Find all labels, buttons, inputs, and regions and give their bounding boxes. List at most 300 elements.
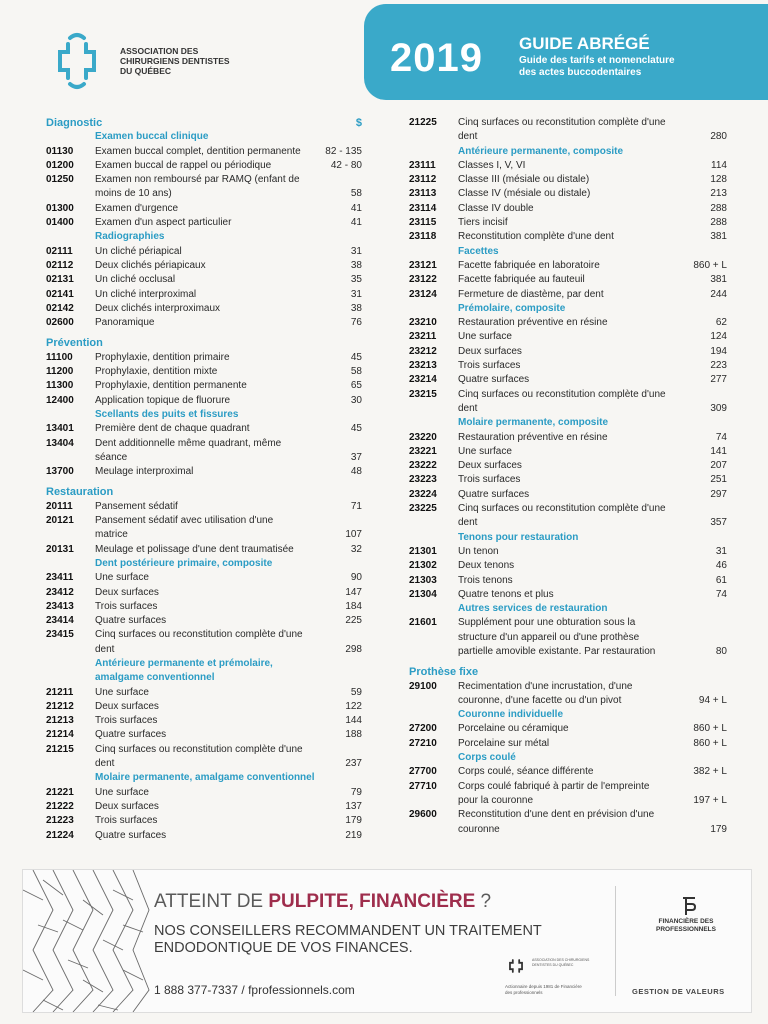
ad-divider [615, 886, 616, 996]
subsection-heading: Couronne individuelle [458, 709, 564, 721]
procedure-code: 23220 [409, 431, 437, 443]
procedure-description: Trois surfaces [95, 715, 158, 727]
fee-row [409, 588, 727, 602]
procedure-code: 21225 [409, 117, 437, 128]
fp-name-line1: FINANCIÈRE DES [658, 918, 714, 925]
procedure-code: 11200 [46, 366, 74, 378]
section-title: Restauration [46, 486, 114, 499]
procedure-description: Meulage interproximal [95, 466, 194, 478]
procedure-fee: 144 [345, 715, 362, 727]
procedure-code: 21301 [409, 545, 437, 557]
procedure-fee: 223 [710, 360, 727, 372]
procedure-fee: 71 [350, 500, 362, 512]
procedure-code: 29100 [409, 680, 437, 692]
fee-row [46, 273, 362, 287]
guide-subtitle-line1: Guide des tarifs et nomenclature [519, 55, 675, 66]
fee-row [409, 330, 727, 344]
procedure-code: 21221 [46, 786, 74, 798]
procedure-code: 01300 [46, 202, 74, 214]
fee-row [409, 431, 727, 445]
fee-row [409, 230, 727, 244]
procedure-code: 23223 [409, 474, 437, 486]
procedure-description: Deux surfaces [95, 700, 159, 712]
procedure-fee: 80 [715, 645, 727, 657]
fee-row [46, 316, 362, 330]
procedure-fee: 74 [715, 431, 727, 443]
procedure-description: Une surface [458, 445, 512, 457]
section-title: Prothèse fixe [409, 666, 479, 679]
procedure-fee: 382 + L [693, 766, 727, 778]
procedure-fee: 74 [715, 588, 727, 600]
procedure-description: Facette fabriquée au fauteuil [458, 274, 585, 286]
procedure-fee: 79 [350, 786, 362, 798]
procedure-fee: 141 [710, 445, 727, 457]
procedure-code: 27210 [409, 737, 437, 749]
procedure-code: 21601 [409, 617, 437, 629]
procedure-code: 23113 [409, 188, 437, 200]
procedure-code: 29600 [409, 809, 437, 821]
procedure-fee: 42 - 80 [330, 159, 362, 171]
procedure-code: 23122 [409, 274, 437, 286]
procedure-fee: 114 [711, 159, 727, 171]
procedure-fee: 90 [350, 572, 362, 584]
procedure-description: Corps coulé fabriqué à partir de l'empreinte pour la couronne [458, 780, 650, 806]
fee-row [409, 202, 727, 216]
procedure-fee: 237 [345, 758, 362, 770]
procedure-description: Deux tenons [458, 560, 515, 572]
fee-row [46, 543, 362, 557]
fee-row [409, 765, 727, 779]
procedure-description: Trois surfaces [95, 815, 158, 827]
procedure-fee: 58 [350, 188, 362, 200]
procedure-description: Reconstitution complète d'une dent [458, 231, 614, 243]
procedure-code: 21211 [46, 686, 74, 698]
procedure-description: Examen d'un aspect particulier [95, 217, 232, 229]
procedure-code: 02600 [46, 317, 74, 329]
procedure-description: Cinq surfaces ou reconstitution complète d'une dent [458, 388, 666, 414]
procedure-description: Un tenon [458, 545, 499, 557]
procedure-code: 23115 [409, 217, 437, 229]
fee-row [409, 359, 727, 373]
procedure-fee: 860 + L [693, 737, 727, 749]
procedure-code: 23212 [409, 345, 437, 357]
ad-headline [154, 891, 491, 913]
procedure-description: Quatre surfaces [458, 488, 530, 500]
procedure-fee: 35 [350, 274, 362, 286]
procedure-code: 13700 [46, 466, 74, 478]
procedure-code: 21223 [46, 815, 74, 827]
procedure-description: Un cliché périapical [95, 245, 182, 257]
procedure-code: 23413 [46, 600, 74, 612]
year: 2019 [390, 36, 483, 80]
fee-row [46, 173, 362, 202]
subsection-heading: Molaire permanente, amalgame conventionnel [95, 772, 315, 784]
fee-row [409, 173, 727, 187]
procedure-code: 23215 [409, 388, 437, 400]
procedure-fee: 31 [350, 245, 362, 257]
fee-column-right [409, 116, 727, 837]
procedure-description: Quatre surfaces [95, 615, 167, 627]
subsection-heading: Prémolaire, composite [458, 302, 566, 314]
procedure-description: Trois surfaces [458, 360, 521, 372]
procedure-description: Examen buccal de rappel ou périodique [95, 159, 272, 171]
procedure-code: 23211 [409, 331, 437, 343]
fee-row [46, 814, 362, 828]
subsection-heading: Radiographies [95, 231, 165, 243]
procedure-code: 23415 [46, 629, 74, 641]
procedure-fee: 298 [345, 643, 362, 655]
procedure-description: Supplément pour une obturation sous la structure d'un appareil ou d'une prothèse partielle amovible existante. Par restauration [458, 617, 656, 657]
association-logo-icon [46, 30, 108, 92]
currency-label: $ [355, 117, 362, 129]
procedure-code: 23412 [46, 586, 74, 598]
procedure-code: 23411 [46, 572, 74, 584]
procedure-code: 02112 [46, 259, 74, 271]
procedure-description: Reconstitution d'une dent en prévision d'une couronne [458, 809, 655, 835]
procedure-description: Tiers incisif [458, 217, 508, 229]
ad-tagline: GESTION DE VALEURS [632, 987, 725, 996]
procedure-fee: 58 [350, 366, 362, 378]
procedure-code: 02142 [46, 302, 74, 314]
procedure-code: 20131 [46, 543, 74, 555]
fee-row [46, 586, 362, 600]
procedure-code: 23124 [409, 288, 437, 300]
procedure-fee: 179 [710, 823, 727, 835]
fee-row [409, 116, 727, 145]
procedure-description: Dent additionnelle même quadrant, même séance [95, 437, 282, 463]
fee-row [409, 780, 727, 809]
procedure-fee: 357 [710, 517, 727, 529]
org-name-line3: DU QUÉBEC [120, 66, 172, 76]
procedure-description: Corps coulé, séance différente [458, 766, 594, 778]
procedure-fee: 45 [350, 351, 362, 363]
procedure-code: 13401 [46, 423, 74, 435]
procedure-code: 21215 [46, 743, 74, 755]
procedure-code: 23213 [409, 360, 437, 372]
procedure-fee: 184 [345, 600, 362, 612]
procedure-code: 23225 [409, 503, 437, 515]
leaf-pattern-icon [23, 870, 151, 1012]
fee-row [409, 288, 727, 302]
procedure-fee: 207 [710, 460, 727, 472]
procedure-description: Deux surfaces [458, 460, 522, 472]
section-heading [46, 485, 362, 499]
fee-row [46, 245, 362, 259]
fee-row [46, 500, 362, 514]
procedure-description: Deux surfaces [95, 800, 159, 812]
fee-row [46, 159, 362, 173]
procedure-fee: 128 [710, 174, 727, 186]
subsection-heading: Examen buccal clinique [95, 131, 209, 143]
procedure-description: Trois tenons [458, 574, 513, 586]
fee-row [46, 422, 362, 436]
procedure-description: Trois surfaces [458, 474, 521, 486]
subsection-heading: Facettes [458, 245, 499, 257]
fee-row [409, 445, 727, 459]
org-name-line1: ASSOCIATION DES [120, 46, 199, 56]
org-name-line2: CHIRURGIENS DENTISTES [120, 56, 230, 66]
procedure-code: 23118 [409, 231, 437, 243]
procedure-code: 23224 [409, 488, 437, 500]
procedure-description: Classe IV (mésiale ou distale) [458, 188, 591, 200]
procedure-fee: 62 [715, 317, 727, 329]
fee-row [409, 459, 727, 473]
procedure-description: Prophylaxie, dentition permanente [95, 380, 247, 392]
procedure-fee: 59 [350, 686, 362, 698]
procedure-description: Pansement sédatif avec utilisation d'une matrice [95, 515, 274, 541]
procedure-fee: 124 [710, 331, 727, 343]
ad-body-line1: NOS CONSEILLERS RECOMMANDENT UN TRAITEMENT [154, 923, 542, 939]
procedure-fee: 280 [710, 131, 727, 143]
procedure-fee: 82 - 135 [325, 145, 362, 157]
section-heading [409, 665, 727, 679]
fee-row [409, 808, 727, 837]
procedure-code: 11300 [46, 380, 74, 392]
fee-row [46, 216, 362, 230]
procedure-code: 23111 [409, 159, 436, 171]
procedure-code: 21302 [409, 560, 437, 572]
subsection-heading: Antérieure permanente, composite [458, 145, 624, 157]
procedure-code: 13404 [46, 437, 74, 449]
procedure-description: Classes I, V, VI [458, 159, 526, 171]
procedure-description: Examen buccal complet, dentition permanente [95, 145, 301, 157]
fee-row [409, 273, 727, 287]
fp-name-line2: PROFESSIONNELS [656, 926, 716, 933]
procedure-fee: 31 [715, 545, 727, 557]
fee-row [409, 345, 727, 359]
procedure-description: Deux surfaces [95, 586, 159, 598]
procedure-code: 21212 [46, 700, 74, 712]
subsection-heading: Molaire permanente, composite [458, 417, 609, 429]
procedure-description: Examen d'urgence [95, 202, 179, 214]
ad-headline-highlight: PULPITE, FINANCIÈRE [268, 891, 476, 912]
procedure-code: 02131 [46, 274, 74, 286]
procedure-description: Un cliché occlusal [95, 274, 176, 286]
procedure-fee: 122 [345, 700, 362, 712]
procedure-description: Recimentation d'une incrustation, d'une couronne, d'une facette ou d'un pivot [458, 680, 633, 706]
procedure-code: 27710 [409, 780, 437, 792]
procedure-fee: 137 [345, 800, 362, 812]
procedure-description: Cinq surfaces ou reconstitution complète d'une dent [458, 117, 666, 143]
procedure-description: Cinq surfaces ou reconstitution complète d'une dent [95, 629, 303, 655]
procedure-code: 23214 [409, 374, 437, 386]
procedure-description: Deux surfaces [458, 345, 522, 357]
subsection-heading: Dent postérieure primaire, composite [95, 557, 273, 569]
procedure-fee: 244 [710, 288, 727, 300]
section-title: Prévention [46, 337, 103, 350]
procedure-fee: 860 + L [693, 723, 727, 735]
procedure-code: 23221 [409, 445, 437, 457]
procedure-fee: 41 [350, 202, 362, 214]
procedure-description: Restauration préventive en résine [458, 317, 608, 329]
procedure-description: Une surface [95, 686, 149, 698]
ad-body [154, 923, 554, 957]
fee-row [46, 379, 362, 393]
section-heading [46, 116, 362, 130]
fp-logo-icon [681, 896, 697, 916]
fee-row [46, 288, 362, 302]
fee-row [409, 159, 727, 173]
procedure-code: 01200 [46, 159, 74, 171]
section-heading [46, 336, 362, 350]
procedure-code: 12400 [46, 394, 74, 406]
fee-row [409, 259, 727, 273]
procedure-fee: 61 [715, 574, 727, 586]
procedure-fee: 219 [345, 829, 362, 841]
fee-row [409, 216, 727, 230]
procedure-description: Classe IV double [458, 202, 534, 214]
fee-row [46, 743, 362, 772]
procedure-code: 21214 [46, 729, 74, 741]
ad-org-name: ASSOCIATION DES CHIRURGIENS DENTISTES DU QUÉBEC [532, 958, 590, 967]
ad-shareholder-note: Actionnaire depuis 1981 de Financière des professionnels [505, 984, 582, 995]
ad-contact: 1 888 377-7337 / fprofessionnels.com [154, 983, 355, 997]
procedure-fee: 45 [350, 423, 362, 435]
procedure-description: Restauration préventive en résine [458, 431, 608, 443]
procedure-fee: 48 [350, 466, 362, 478]
procedure-fee: 188 [345, 729, 362, 741]
subsection-heading: Antérieure permanente et prémolaire, [95, 657, 273, 669]
fee-row [46, 302, 362, 316]
association-logo-small-icon [505, 955, 527, 977]
fee-row [46, 600, 362, 614]
fee-row [409, 473, 727, 487]
procedure-description: Deux clichés périapicaux [95, 259, 206, 271]
fee-row [409, 680, 727, 709]
procedure-code: 21303 [409, 574, 437, 586]
procedure-description: Fermeture de diastème, par dent [458, 288, 604, 300]
procedure-fee: 32 [350, 543, 362, 555]
procedure-description: Facette fabriquée en laboratoire [458, 259, 600, 271]
advertisement [22, 869, 752, 1013]
procedure-fee: 381 [710, 231, 727, 243]
procedure-description: Classe III (mésiale ou distale) [458, 174, 590, 186]
procedure-fee: 76 [350, 317, 362, 329]
subsection-heading: amalgame conventionnel [95, 672, 215, 684]
procedure-fee: 297 [710, 488, 727, 500]
fee-row [46, 394, 362, 408]
procedure-fee: 38 [350, 302, 362, 314]
fee-row [46, 786, 362, 800]
subsection-heading: Scellants des puits et fissures [95, 408, 239, 420]
procedure-code: 27700 [409, 766, 437, 778]
fee-row [409, 722, 727, 736]
procedure-description: Porcelaine sur métal [458, 737, 550, 749]
procedure-code: 23121 [409, 259, 437, 271]
procedure-code: 21213 [46, 715, 74, 727]
procedure-code: 01400 [46, 217, 74, 229]
procedure-fee: 309 [710, 402, 727, 414]
procedure-code: 23112 [409, 174, 437, 186]
fee-row [46, 700, 362, 714]
procedure-fee: 37 [350, 451, 362, 463]
procedure-fee: 251 [710, 474, 727, 486]
procedure-fee: 30 [350, 394, 362, 406]
procedure-description: Application topique de fluorure [95, 394, 231, 406]
procedure-fee: 179 [345, 815, 362, 827]
procedure-code: 23414 [46, 615, 74, 627]
ad-headline-pre: ATTEINT DE [154, 891, 269, 912]
fee-row [409, 388, 727, 417]
procedure-code: 21304 [409, 588, 437, 600]
subsection-heading: Corps coulé [458, 752, 516, 764]
procedure-fee: 197 + L [693, 794, 727, 806]
procedure-fee: 38 [350, 259, 362, 271]
procedure-code: 27200 [409, 723, 437, 735]
fee-row [46, 800, 362, 814]
fee-row [46, 202, 362, 216]
procedure-fee: 288 [710, 202, 727, 214]
procedure-code: 11100 [46, 351, 73, 363]
procedure-fee: 860 + L [693, 259, 727, 271]
fee-row [46, 465, 362, 479]
procedure-code: 20121 [46, 515, 74, 527]
fee-row [46, 728, 362, 742]
procedure-fee: 194 [710, 345, 727, 357]
fee-row [46, 514, 362, 543]
subsection-heading: Autres services de restauration [458, 603, 608, 615]
ad-headline-post: ? [475, 891, 492, 912]
procedure-fee: 213 [710, 188, 727, 200]
fee-row [46, 714, 362, 728]
procedure-description: Quatre surfaces [458, 374, 530, 386]
procedure-description: Panoramique [95, 317, 155, 329]
procedure-code: 23114 [409, 202, 437, 214]
procedure-description: Quatre tenons et plus [458, 588, 554, 600]
fee-row [409, 574, 727, 588]
fee-row [46, 614, 362, 628]
guide-subtitle-line2: des actes buccodentaires [519, 67, 642, 78]
procedure-fee: 41 [350, 217, 362, 229]
fee-row [409, 316, 727, 330]
procedure-description: Quatre surfaces [95, 729, 167, 741]
fee-row [46, 351, 362, 365]
fee-row [409, 616, 727, 659]
procedure-code: 01130 [46, 145, 74, 157]
fee-row [46, 145, 362, 159]
procedure-description: Une surface [458, 331, 512, 343]
procedure-description: Pansement sédatif [95, 500, 178, 512]
section-title: Diagnostic [46, 117, 103, 129]
procedure-fee: 46 [715, 560, 727, 572]
procedure-description: Un cliché interproximal [95, 288, 197, 300]
procedure-description: Meulage et polissage d'une dent traumatisée [95, 543, 294, 555]
fee-row [409, 488, 727, 502]
ad-body-line2: ENDODONTIQUE DE VOS FINANCES. [154, 940, 413, 956]
procedure-description: Prophylaxie, dentition primaire [95, 351, 230, 363]
procedure-description: Cinq surfaces ou reconstitution complète d'une dent [95, 743, 303, 770]
procedure-code: 23222 [409, 460, 437, 472]
fee-row [46, 365, 362, 379]
procedure-fee: 288 [710, 217, 727, 229]
fee-row [409, 737, 727, 751]
procedure-code: 02141 [46, 288, 74, 300]
fee-row [409, 187, 727, 201]
fee-row [409, 502, 727, 531]
procedure-description: Une surface [95, 572, 149, 584]
procedure-description: Prophylaxie, dentition mixte [95, 366, 218, 378]
subsection-heading: Tenons pour restauration [458, 531, 579, 543]
procedure-code: 23210 [409, 317, 437, 329]
fee-row [46, 259, 362, 273]
fee-row [46, 628, 362, 657]
fp-company-name [631, 918, 741, 934]
procedure-fee: 31 [350, 288, 362, 300]
procedure-fee: 107 [345, 529, 362, 541]
fee-row [46, 571, 362, 585]
procedure-description: Première dent de chaque quadrant [95, 423, 250, 435]
procedure-description: Deux clichés interproximaux [95, 302, 221, 314]
